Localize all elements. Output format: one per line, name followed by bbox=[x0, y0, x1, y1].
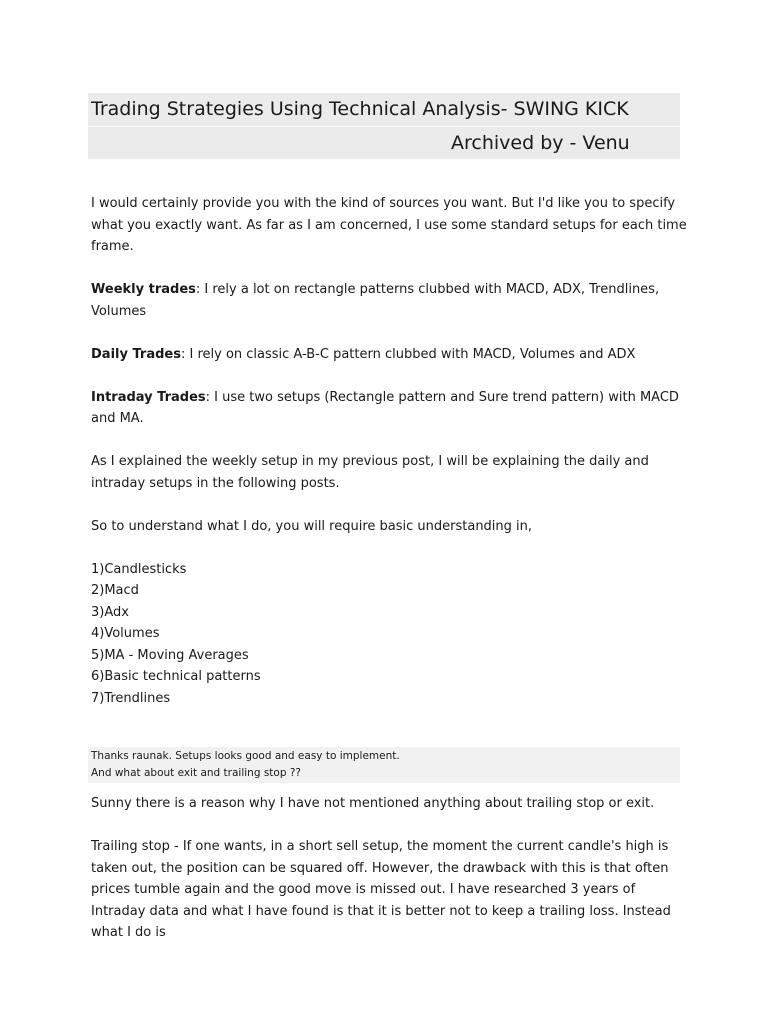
list-item: 3)Adx bbox=[91, 604, 129, 620]
requirements-list bbox=[91, 559, 691, 710]
trailing-stop-paragraph: Trailing stop - If one wants, in a short sell setup, the moment the current candle's high is taken out, the position can be squared off. However, the drawback with this is that often prices tumble again and the good move is missed out. I have researched 3 years of Intraday data and what I have found is that it is better not to keep a trailing loss. Instead what I do is bbox=[91, 839, 671, 940]
weekly-trades-label: Weekly trades bbox=[91, 282, 196, 297]
archived-by: Archived by - Venu bbox=[88, 127, 680, 159]
intraday-trades-paragraph bbox=[91, 387, 691, 430]
reply-body bbox=[91, 793, 691, 965]
post-body bbox=[91, 193, 691, 709]
list-item: 6)Basic technical patterns bbox=[91, 669, 261, 684]
reply-paragraph: Sunny there is a reason why I have not mentioned anything about trailing stop or exit. bbox=[91, 796, 655, 811]
quoted-reply bbox=[88, 747, 680, 783]
daily-trades-label: Daily Trades bbox=[91, 346, 181, 362]
weekly-trades-paragraph bbox=[91, 279, 691, 322]
daily-trades-paragraph bbox=[91, 344, 691, 366]
list-item: 5)MA - Moving Averages bbox=[91, 647, 249, 663]
quote-line: And what about exit and trailing stop ?? bbox=[91, 767, 301, 779]
quote-line: Thanks raunak. Setups looks good and easy to implement. bbox=[91, 750, 400, 762]
understand-paragraph: So to understand what I do, you will require basic understanding in, bbox=[91, 518, 533, 534]
list-item: 7)Trendlines bbox=[91, 690, 171, 706]
document-title: Trading Strategies Using Technical Analysis- SWING KICK bbox=[88, 93, 680, 126]
title-block bbox=[88, 93, 680, 159]
list-item: 4)Volumes bbox=[91, 626, 160, 641]
daily-trades-text: : I rely on classic A-B-C pattern clubbed with MACD, Volumes and ADX bbox=[180, 346, 636, 362]
intraday-trades-text: : I use two setups (Rectangle pattern and Sure trend pattern) with MACD and MA. bbox=[91, 389, 679, 426]
list-item: 1)Candlesticks bbox=[91, 561, 187, 577]
explained-paragraph: As I explained the weekly setup in my previous post, I will be explaining the daily and intraday setups in the following posts. bbox=[91, 454, 649, 491]
intro-paragraph: I would certainly provide you with the kind of sources you want. But I'd like you to specify what you exactly want. As far as I am concerned, I use some standard setups for each time frame. bbox=[91, 196, 687, 254]
list-item: 2)Macd bbox=[91, 583, 139, 598]
weekly-trades-text: : I rely a lot on rectangle patterns clubbed with MACD, ADX, Trendlines, Volumes bbox=[91, 282, 660, 319]
intraday-trades-label: Intraday Trades bbox=[91, 389, 206, 405]
